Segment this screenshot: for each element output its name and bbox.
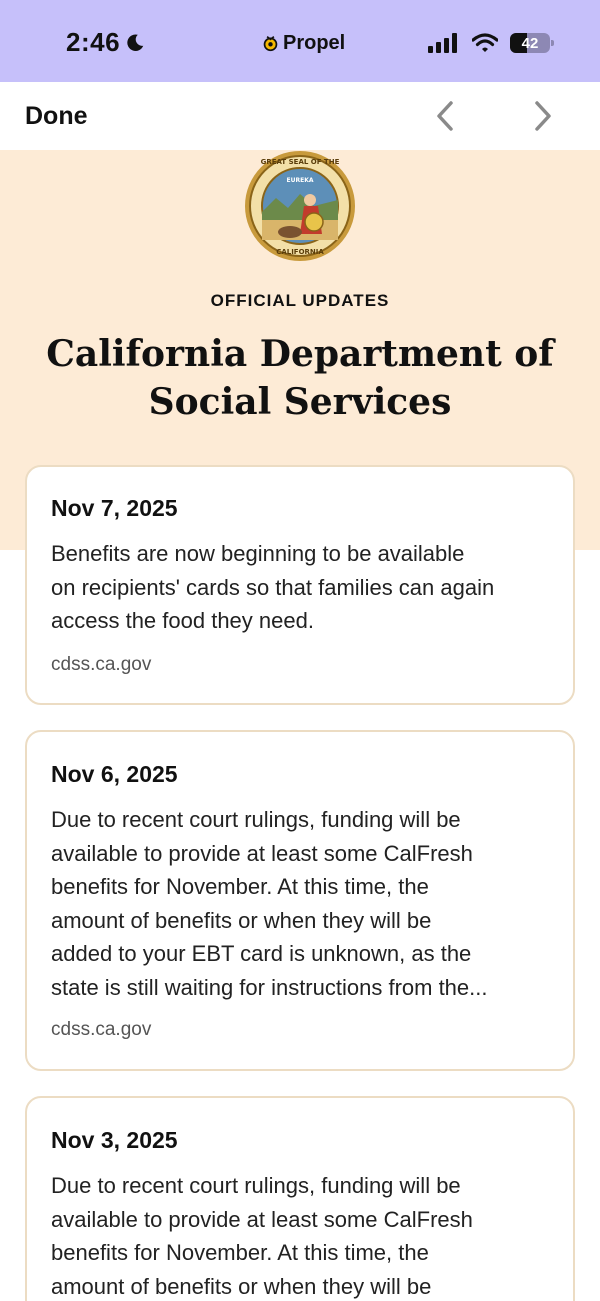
update-source[interactable]: cdss.ca.gov: [51, 1019, 152, 1040]
update-body: [51, 803, 553, 1005]
svg-text:EUREKA: EUREKA: [286, 177, 314, 184]
update-body-line: benefits for November. At this time, the: [51, 1240, 429, 1266]
page-title-line-2: Social Services: [148, 381, 452, 423]
update-body-line: added to your EBT card is unknown, as the: [51, 941, 472, 967]
status-indicators: [428, 33, 550, 53]
svg-text:CALIFORNIA: CALIFORNIA: [276, 248, 324, 256]
update-body-line: Due to recent court rulings, funding will be: [51, 1173, 461, 1198]
update-body-line: available to provide at least some CalFresh: [51, 840, 473, 866]
update-body-line: state is still waiting for instructions from the...: [51, 974, 488, 1000]
battery-tip: [551, 40, 554, 46]
chevron-right-icon[interactable]: [528, 99, 556, 133]
update-source[interactable]: cdss.ca.gov: [51, 654, 152, 675]
california-seal-icon: [244, 150, 356, 262]
svg-text:GREAT SEAL OF THE: GREAT SEAL OF THE: [260, 158, 340, 166]
update-body-line: amount of benefits or when they will be: [51, 1273, 432, 1299]
update-date: Nov 6, 2025: [51, 761, 178, 787]
update-body: [51, 537, 553, 638]
browser-nav-bar: [0, 82, 600, 150]
status-bar: [0, 0, 600, 82]
status-time-text: 2:46: [66, 27, 121, 57]
done-button[interactable]: Done: [25, 102, 88, 130]
chevron-left-icon[interactable]: [432, 99, 460, 133]
page-title-line-1: California Department of: [46, 333, 554, 375]
update-body-line: amount of benefits or when they will be: [51, 907, 432, 933]
propel-logo-icon: [262, 35, 279, 52]
signal-icon: [428, 33, 460, 53]
battery-level: 42: [521, 34, 539, 52]
update-body-line: Due to recent court rulings, funding will be: [51, 807, 461, 832]
update-body-line: on recipients' cards so that families can again: [51, 574, 495, 600]
wifi-icon: [472, 33, 498, 53]
update-body-line: available to provide at least some CalFresh: [51, 1206, 473, 1232]
update-date: Nov 3, 2025: [51, 1127, 178, 1153]
propel-brand: [262, 32, 345, 55]
update-body-line: benefits for November. At this time, the: [51, 874, 429, 900]
update-body-line: Benefits are now beginning to be available: [51, 541, 465, 566]
update-card[interactable]: [25, 465, 575, 705]
status-time: [66, 27, 146, 58]
moon-icon: [124, 32, 146, 54]
update-body: [51, 1169, 553, 1301]
page-title: [40, 330, 560, 426]
propel-brand-label: Propel: [283, 32, 346, 54]
update-body-line: access the food they need.: [51, 608, 314, 634]
battery-icon: [510, 33, 550, 53]
section-eyebrow: OFFICIAL UPDATES: [210, 291, 390, 310]
update-card[interactable]: [25, 1096, 575, 1301]
update-card[interactable]: [25, 730, 575, 1071]
update-date: Nov 7, 2025: [51, 495, 178, 521]
